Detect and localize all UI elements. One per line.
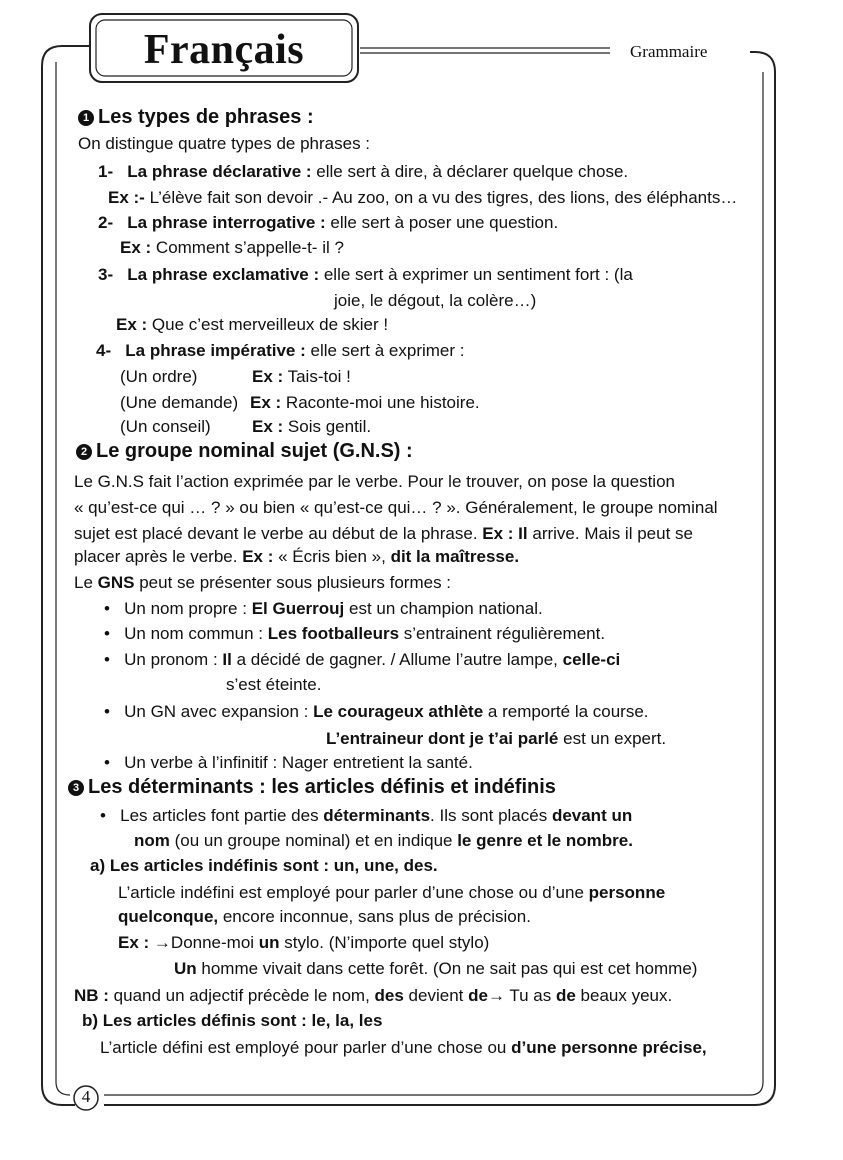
imperative-kind: (Un conseil) <box>120 417 211 436</box>
type-interrogative: 2- La phrase interrogative : elle sert à poser une question. <box>98 213 559 232</box>
section-number-badge: 3 <box>68 780 84 796</box>
indefinite-line: quelconque, encore inconnue, sans plus de précision. <box>118 907 531 926</box>
section-3-heading: 3 Les déterminants : les articles définis et indéfinis <box>68 776 556 798</box>
section-number-badge: 2 <box>76 444 92 460</box>
nb-note: NB : quand un adjectif précède le nom, des devient de→ Tu as de beaux yeux. <box>74 986 673 1005</box>
indefinite-example: Ex : →Donne-moi un stylo. (N’importe quel stylo) <box>118 933 490 952</box>
page-number: 4 <box>81 1087 91 1106</box>
type-exclamative-cont: joie, le dégout, la colère…) <box>334 291 537 310</box>
type-declarative: 1- La phrase déclarative : elle sert à dire, à déclarer quelque chose. <box>98 162 629 181</box>
imperative-kind: (Un ordre) <box>120 367 198 386</box>
section-1-heading: 1 Les types de phrases : <box>78 106 314 128</box>
list-item: • Un pronom : Il a décidé de gagner. / Allume l’autre lampe, celle-ci <box>104 650 621 669</box>
list-item-cont: L’entraineur dont je t’ai parlé est un expert. <box>326 729 667 748</box>
example-exclamative: Ex : Que c’est merveilleux de skier ! <box>116 315 389 334</box>
section-number-badge: 1 <box>78 110 94 126</box>
indefinite-line: L’article indéfini est employé pour parler d’une chose ou d’une personne <box>118 883 666 902</box>
subheading-indefinite: a) Les articles indéfinis sont : un, une, des. <box>90 856 438 875</box>
gns-paragraph-line: sujet est placé devant le verbe au début de la phrase. Ex : Il arrive. Mais il peut se <box>74 524 693 543</box>
articles-bullet: • Les articles font partie des déterminants. Ils sont placés devant un <box>100 806 633 825</box>
articles-bullet-cont: nom (ou un groupe nominal) et en indique le genre et le nombre. <box>134 831 633 850</box>
list-item: • Un nom commun : Les footballeurs s’entrainent régulièrement. <box>104 624 606 643</box>
gns-forms-intro: Le GNS peut se présenter sous plusieurs formes : <box>74 573 452 592</box>
gns-paragraph-line: « qu’est-ce qui … ? » ou bien « qu’est-ce qui… ? ». Généralement, le groupe nominal <box>74 498 718 517</box>
imperative-example: Ex : Raconte-moi une histoire. <box>250 393 480 412</box>
list-item: • Un GN avec expansion : Le courageux athlète a remporté la course. <box>104 702 649 721</box>
section-2-heading: 2 Le groupe nominal sujet (G.N.S) : <box>76 440 413 462</box>
list-item: • Un verbe à l’infinitif : Nager entretient la santé. <box>104 753 473 772</box>
subheading-definite: b) Les articles définis sont : le, la, les <box>82 1011 383 1030</box>
gns-paragraph-line: Le G.N.S fait l’action exprimée par le verbe. Pour le trouver, on pose la question <box>74 472 675 491</box>
subject-label: Grammaire <box>630 42 708 61</box>
imperative-kind: (Une demande) <box>120 393 239 412</box>
example-declarative: Ex :- L’élève fait son devoir .- Au zoo, on a vu des tigres, des lions, des éléphants… <box>108 188 738 207</box>
example-interrogative: Ex : Comment s’appelle-t- il ? <box>120 238 344 257</box>
gns-paragraph-line: placer après le verbe. Ex : « Écris bien », dit la maîtresse. <box>74 547 520 566</box>
imperative-example: Ex : Tais-toi ! <box>252 367 351 386</box>
list-item-cont: s’est éteinte. <box>226 675 322 694</box>
type-imperative: 4- La phrase impérative : elle sert à exprimer : <box>96 341 465 360</box>
indefinite-example: Un homme vivait dans cette forêt. (On ne sait pas qui est cet homme) <box>174 959 698 978</box>
page-title: Français <box>143 27 305 73</box>
type-exclamative: 3- La phrase exclamative : elle sert à exprimer un sentiment fort : (la <box>98 265 633 284</box>
list-item: • Un nom propre : El Guerrouj est un champion national. <box>104 599 543 618</box>
section-1-intro: On distingue quatre types de phrases : <box>78 134 371 153</box>
imperative-example: Ex : Sois gentil. <box>252 417 372 436</box>
definite-line: L’article défini est employé pour parler d’une chose ou d’une personne précise, <box>100 1038 707 1057</box>
